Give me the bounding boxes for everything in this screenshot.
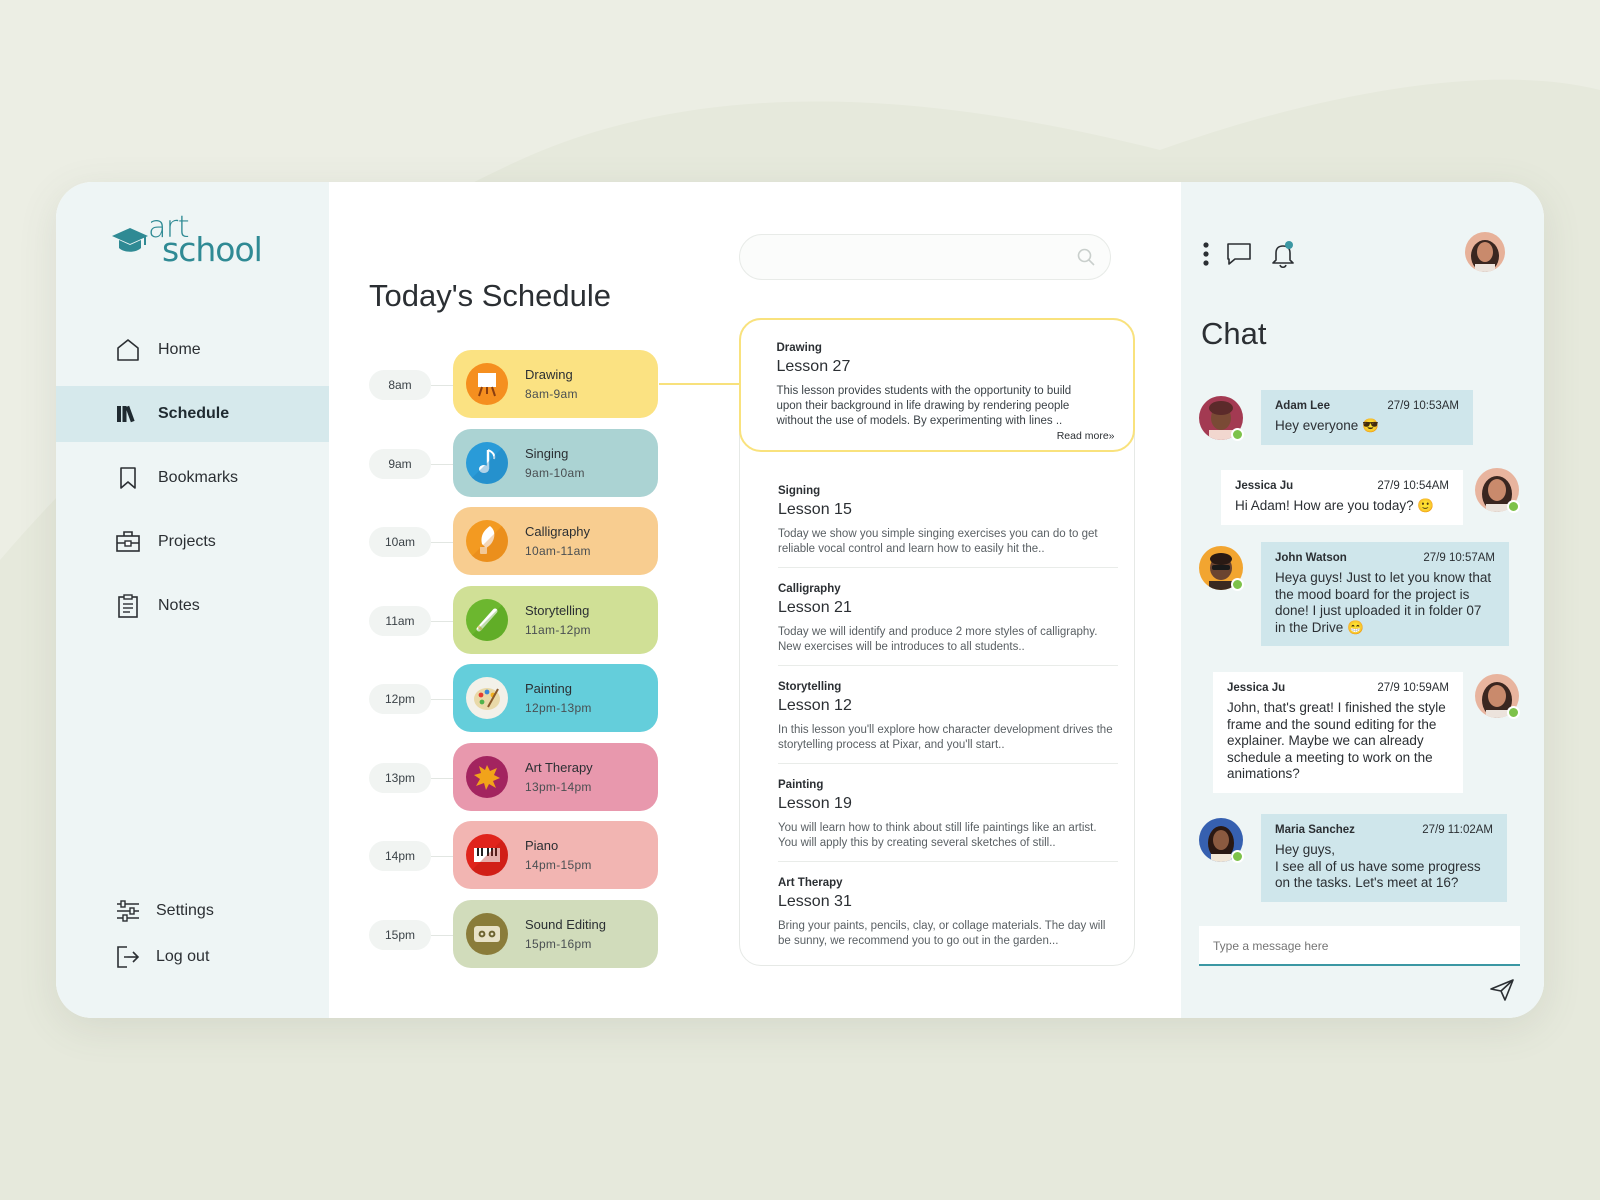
page-title: Today's Schedule bbox=[369, 278, 612, 313]
chat-message bbox=[1221, 470, 1463, 525]
featured-lesson-title: Lesson 27 bbox=[776, 357, 851, 375]
quill-icon bbox=[466, 520, 508, 562]
class-time: 13pm-14pm bbox=[525, 779, 592, 794]
message-author: John Watson bbox=[1275, 552, 1347, 564]
schedule-slot bbox=[369, 507, 659, 575]
logo[interactable] bbox=[110, 210, 280, 270]
schedule-slot bbox=[369, 900, 659, 968]
nav-label-projects: Projects bbox=[158, 533, 216, 550]
nav-item-bookmarks[interactable] bbox=[56, 450, 329, 506]
class-time: 15pm-16pm bbox=[525, 936, 592, 951]
time-label: 15pm bbox=[369, 920, 431, 950]
lesson-item[interactable] bbox=[778, 583, 1118, 666]
lesson-item[interactable] bbox=[778, 485, 1118, 568]
lesson-item[interactable] bbox=[778, 681, 1118, 764]
class-card[interactable] bbox=[453, 350, 658, 418]
nav-label-schedule: Schedule bbox=[158, 405, 230, 422]
lesson-description: Today we show you simple singing exercises you can do to get reliable vocal control and learn how to easily hit the.. bbox=[778, 528, 1098, 555]
logo-text-school: school bbox=[162, 230, 262, 269]
schedule-slot bbox=[369, 429, 659, 497]
bookmark-icon bbox=[114, 464, 142, 492]
lesson-category: Calligraphy bbox=[778, 583, 841, 595]
online-status-dot bbox=[1231, 850, 1244, 863]
schedule-slot bbox=[369, 821, 659, 889]
settings-button[interactable] bbox=[56, 888, 329, 934]
sidebar bbox=[56, 182, 329, 1018]
class-card[interactable] bbox=[453, 743, 658, 811]
timeline-connector bbox=[431, 856, 453, 857]
lesson-title: Lesson 19 bbox=[778, 795, 852, 812]
message-time: 27/9 10:53AM bbox=[1387, 400, 1459, 412]
time-label: 14pm bbox=[369, 841, 431, 871]
class-time: 10am-11am bbox=[525, 544, 591, 558]
send-icon[interactable] bbox=[1489, 978, 1515, 1002]
clipboard-icon bbox=[114, 592, 142, 620]
music-note-icon bbox=[466, 442, 508, 484]
featured-lesson-category: Drawing bbox=[776, 341, 822, 354]
lesson-description: Today we will identify and produce 2 more styles of calligraphy. New exercises will be introduces to all students.. bbox=[778, 626, 1098, 653]
logo-text-art: art bbox=[148, 210, 189, 245]
online-status-dot bbox=[1231, 428, 1244, 441]
message-author: Adam Lee bbox=[1275, 400, 1330, 412]
lesson-title: Lesson 15 bbox=[778, 501, 852, 518]
chat-bubble-icon[interactable] bbox=[1225, 240, 1253, 268]
briefcase-icon bbox=[114, 528, 142, 556]
avatar-maria[interactable] bbox=[1199, 818, 1243, 862]
class-name: Singing bbox=[525, 445, 569, 461]
timeline-connector bbox=[431, 621, 453, 622]
message-time: 27/9 10:54AM bbox=[1377, 480, 1449, 492]
class-name: Sound Editing bbox=[525, 916, 606, 932]
logout-label: Log out bbox=[156, 948, 210, 965]
paint-splash-icon bbox=[466, 756, 508, 798]
message-text: Hi Adam! How are you today? 🙂 bbox=[1235, 498, 1435, 513]
schedule-slot bbox=[369, 664, 659, 732]
avatar-jessica[interactable] bbox=[1475, 468, 1519, 512]
lesson-category: Storytelling bbox=[778, 681, 842, 693]
chat-message bbox=[1261, 814, 1507, 902]
timeline-connector bbox=[431, 935, 453, 936]
read-more-link[interactable]: Read more» bbox=[1056, 429, 1115, 442]
message-text: John, that's great! I finished the style frame and the sound editing for the explainer. Maybe we can already schedule a meeting to work on the animations? bbox=[1227, 700, 1446, 781]
class-card[interactable] bbox=[453, 664, 658, 732]
more-vertical-icon[interactable] bbox=[1201, 240, 1211, 270]
class-name: Storytelling bbox=[525, 602, 590, 618]
lesson-title: Lesson 12 bbox=[778, 697, 852, 714]
palette-icon bbox=[466, 677, 508, 719]
schedule-slot bbox=[369, 743, 659, 811]
search-input[interactable] bbox=[758, 245, 1058, 269]
class-time: 9am-10am bbox=[525, 465, 585, 480]
timeline-connector bbox=[431, 542, 453, 543]
bell-icon[interactable] bbox=[1269, 240, 1297, 270]
class-time: 14pm-15pm bbox=[525, 858, 592, 872]
lesson-category: Signing bbox=[778, 485, 821, 497]
online-status-dot bbox=[1507, 500, 1520, 513]
nav-label-bookmarks: Bookmarks bbox=[158, 469, 239, 486]
nav-item-notes[interactable] bbox=[56, 578, 329, 634]
class-name: Drawing bbox=[525, 367, 573, 382]
message-author: Jessica Ju bbox=[1235, 480, 1294, 492]
online-status-dot bbox=[1507, 706, 1520, 719]
chat-message bbox=[1213, 672, 1463, 793]
timeline-connector bbox=[431, 385, 453, 386]
message-author: Maria Sanchez bbox=[1275, 824, 1355, 836]
lesson-item[interactable] bbox=[778, 779, 1118, 862]
class-time: 11am-12pm bbox=[525, 622, 591, 637]
class-time: 8am-9am bbox=[525, 387, 578, 401]
avatar-john[interactable] bbox=[1199, 546, 1243, 590]
lesson-description: Bring your paints, pencils, clay, or collage materials. The day will be sunny, we recommend you to go out in the garden... bbox=[778, 920, 1106, 947]
time-label: 13pm bbox=[369, 763, 431, 793]
lessons-panel bbox=[739, 318, 1135, 966]
search-box[interactable] bbox=[739, 234, 1111, 280]
time-label: 12pm bbox=[369, 684, 431, 714]
user-avatar[interactable] bbox=[1465, 232, 1505, 272]
piano-icon bbox=[466, 834, 508, 876]
lesson-category: Painting bbox=[778, 779, 824, 791]
online-status-dot bbox=[1231, 578, 1244, 591]
timeline-connector bbox=[431, 778, 453, 779]
chat-message bbox=[1261, 542, 1509, 646]
books-icon bbox=[114, 400, 142, 428]
class-card[interactable] bbox=[453, 507, 658, 575]
home-icon bbox=[114, 336, 142, 364]
time-label: 10am bbox=[369, 527, 431, 557]
lesson-category: Art Therapy bbox=[778, 877, 843, 889]
featured-lesson-description: This lesson provides students with the opportunity to build upon their background in life drawing by rendering people without the use of models. By experimenting with lines .. bbox=[776, 384, 1072, 427]
chat-panel bbox=[1181, 182, 1544, 1018]
message-text: Heya guys! Just to let you know that the mood board for the project is done! I just uploaded it in folder 07 in the Drive 😁 bbox=[1275, 570, 1492, 635]
graduation-cap-icon bbox=[110, 226, 150, 256]
featured-lesson-card[interactable] bbox=[739, 318, 1135, 452]
sliders-icon bbox=[114, 897, 142, 925]
class-card[interactable] bbox=[453, 821, 658, 889]
message-time: 27/9 10:59AM bbox=[1377, 682, 1449, 694]
nav-item-home[interactable] bbox=[56, 322, 329, 378]
message-time: 27/9 11:02AM bbox=[1422, 824, 1493, 836]
nav-item-projects[interactable] bbox=[56, 514, 329, 570]
message-input[interactable] bbox=[1213, 936, 1503, 956]
main-content bbox=[329, 182, 1181, 1018]
bottom-nav bbox=[56, 888, 329, 980]
message-text: Hey everyone 😎 bbox=[1275, 418, 1379, 433]
lesson-title: Lesson 31 bbox=[778, 893, 852, 910]
timeline-connector bbox=[431, 699, 453, 700]
nav-label-notes: Notes bbox=[158, 597, 200, 614]
message-composer[interactable] bbox=[1199, 926, 1520, 966]
chat-message bbox=[1261, 390, 1473, 445]
schedule-slot bbox=[369, 350, 659, 418]
easel-icon bbox=[466, 363, 508, 405]
settings-label: Settings bbox=[156, 902, 214, 919]
class-card[interactable] bbox=[453, 586, 658, 654]
nav-label-home: Home bbox=[158, 341, 201, 358]
app-window bbox=[56, 182, 1544, 1018]
lesson-description: In this lesson you'll explore how character development drives the storytelling process at Pixar, and you'll start.. bbox=[778, 724, 1113, 751]
class-name: Art Therapy bbox=[525, 759, 593, 775]
pencil-icon bbox=[466, 599, 508, 641]
class-name: Painting bbox=[525, 681, 572, 696]
message-time: 27/9 10:57AM bbox=[1423, 552, 1495, 564]
class-name: Piano bbox=[525, 838, 559, 853]
logout-icon bbox=[114, 943, 142, 971]
time-label: 9am bbox=[369, 449, 431, 479]
lesson-title: Lesson 21 bbox=[778, 599, 852, 616]
main-nav bbox=[56, 322, 329, 642]
cassette-icon bbox=[466, 913, 508, 955]
timeline-connector bbox=[431, 464, 453, 465]
lesson-description: You will learn how to think about still life paintings like an artist. You will apply this by creating several sketches of still.. bbox=[778, 822, 1097, 849]
avatar-jessica[interactable] bbox=[1475, 674, 1519, 718]
chat-title: Chat bbox=[1201, 316, 1267, 351]
time-label: 11am bbox=[369, 606, 431, 636]
avatar-adam[interactable] bbox=[1199, 396, 1243, 440]
search-icon[interactable] bbox=[1076, 247, 1096, 267]
featured-connector bbox=[659, 383, 740, 385]
class-card[interactable] bbox=[453, 900, 658, 968]
schedule-slot bbox=[369, 586, 659, 654]
time-label: 8am bbox=[369, 370, 431, 400]
class-card[interactable] bbox=[453, 429, 658, 497]
lesson-item[interactable] bbox=[778, 877, 1118, 959]
message-author: Jessica Ju bbox=[1227, 682, 1286, 694]
nav-item-schedule[interactable] bbox=[56, 386, 329, 442]
message-text: Hey guys, I see all of us have some progress on the tasks. Let's meet at 16? bbox=[1275, 842, 1481, 890]
class-time: 12pm-13pm bbox=[525, 701, 592, 715]
class-name: Calligraphy bbox=[525, 524, 591, 539]
logout-button[interactable] bbox=[56, 934, 329, 980]
